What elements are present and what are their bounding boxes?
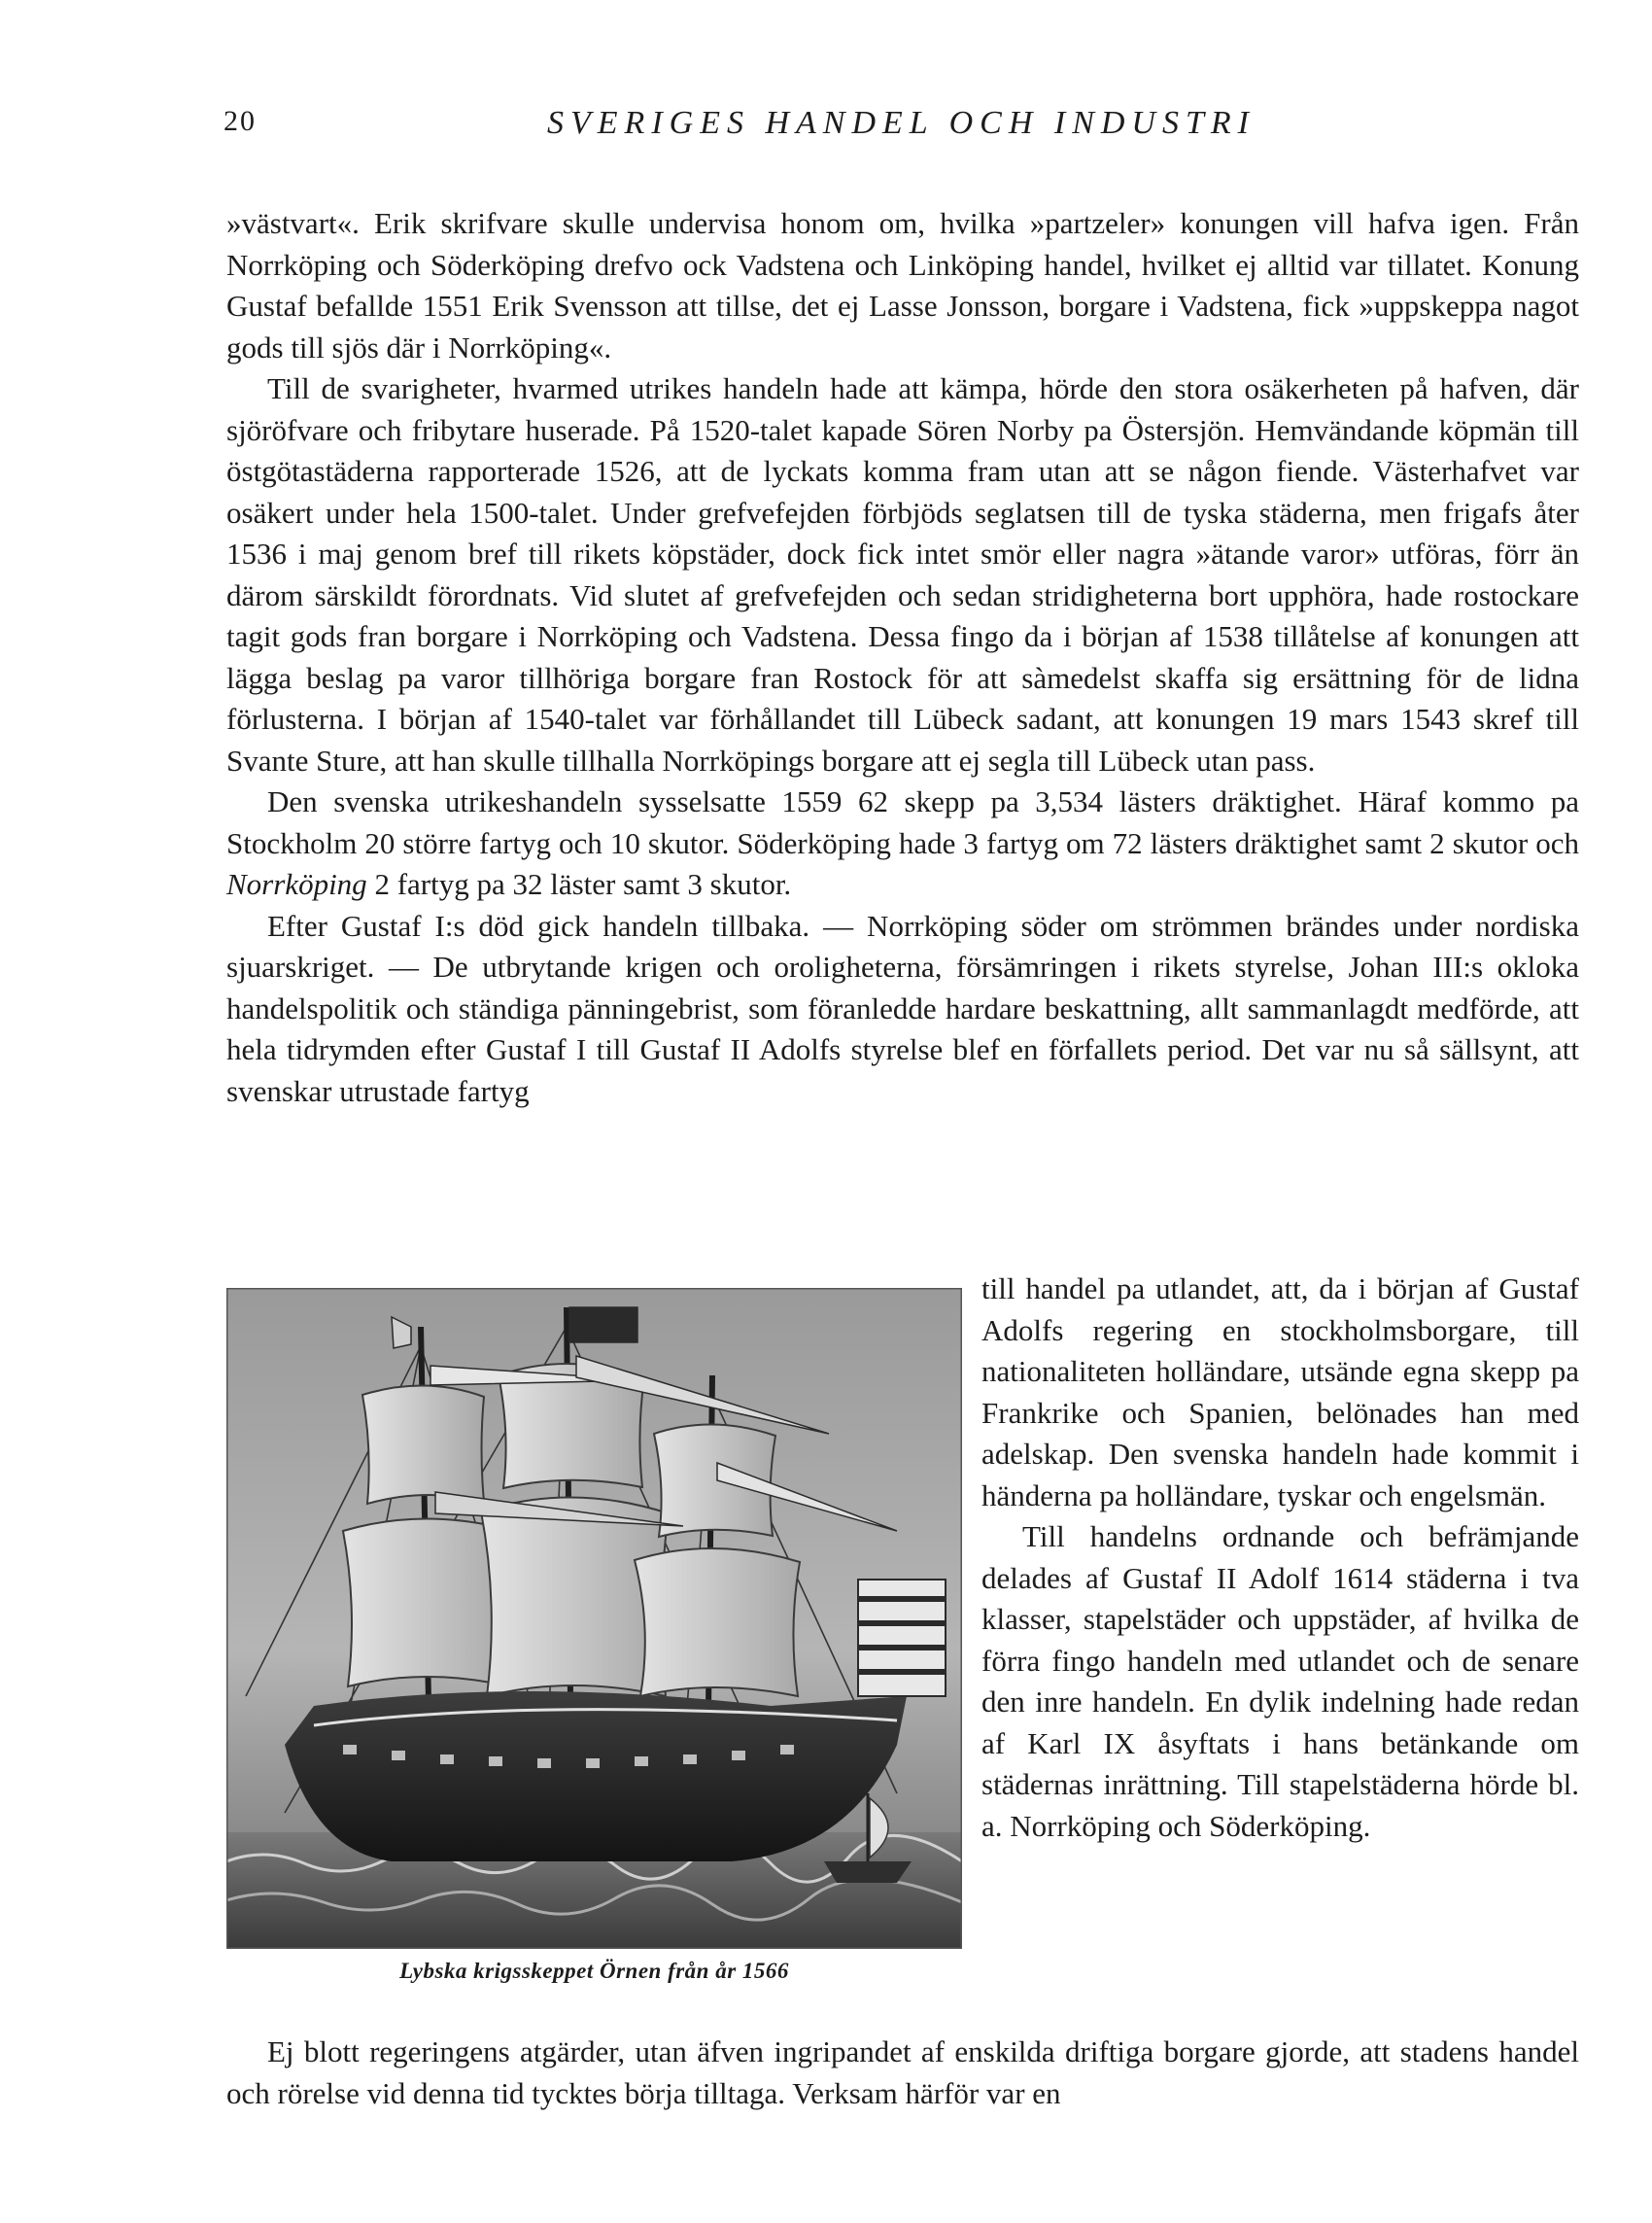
page-header [224, 105, 1579, 154]
paragraph-4-continued: till handel pa utlandet, att, da i början af Gustaf Adolfs regering en stockholmsborgare, till nationaliteten holländare, utsände egna skepp pa Frankrike och Spanien, belönades han med adelskap. Den svenska handeln hade kommit i händerna pa holländare, tyskar och engelsmän. [981, 1271, 1579, 1512]
ship-engraving [226, 1288, 962, 1949]
page-number: 20 [224, 105, 257, 137]
ship-illustration [226, 1288, 962, 1949]
paragraph-2: Till de svarigheter, hvarmed utrikes handeln hade att kämpa, hörde den stora osäkerheten på hafven, där sjöröfvare och fribytare huserade. På 1520-talet kapade Sören Norby pa Östersjön. Hemvändande köpmän till östgötastäderna rapporterade 1526, att de lyckats komma fram utan att se någon fiende. Västerhafvet var osäkert under hela 1500-talet. Under grefvefejden förbjöds seglatsen till de tyska städerna, men frigafs åter 1536 i maj genom bref till rikets köpstäder, dock fick intet smör eller nagra »ätande varor» utföras, förr än därom särskildt förordnats. Vid slutet af grefvefejden och sedan stridigheterna bort upphöra, hade rostockare tagit gods fran borgare i Norrköping och Vadstena. Dessa fingo da i början af 1538 tillåtelse af konungen att lägga beslag pa varor tillhöriga borgare fran Rostock för att sàmedelst skaffa sig ersättning för de lidna förlusterna. I början af 1540-talet var förhållandet till Lübeck sadant, att konungen 19 mars 1543 skref till Svante Sture, att han skulle tillhalla Norrköpings borgare att ej segla till Lübeck utan pass. [226, 371, 1579, 778]
paragraph-3 [226, 782, 1579, 906]
paragraph-4: Efter Gustaf I:s död gick handeln tillbaka. — Norrköping söder om strömmen brändes under nordiska sjuarskriget. — De utbrytande krigen och oroligheterna, försämringen i rikets styrelse, Johan III:s okloka handelspolitik och ständiga pänningebrist, som föranledde hardare beskattning, allt sammanlagdt medförde, att hela tidrymden efter Gustaf I till Gustaf II Adolfs styrelse blef en förfallets period. Det var nu så sällsynt, att svenskar utrustade fartyg [226, 908, 1579, 1108]
running-title: SVERIGES HANDEL OCH INDUSTRI [547, 105, 1256, 141]
stern-flag [858, 1580, 946, 1696]
paragraph-3-text-a: Den svenska utrikeshandeln sysselsatte 1559 62 skepp pa 3,534 lästers dräktighet. Häraf kommo pa Stockholm 20 större fartyg och 10 skutor. Söderköping hade 3 fartyg om 72 lästers dräktighet samt 2 skutor och [226, 784, 1579, 860]
body-text-right-column [981, 1268, 1579, 1847]
paragraph-3-italic-place: Norrköping [226, 867, 367, 901]
body-text-bottom [226, 2032, 1579, 2114]
paragraph-3-text-b: 2 fartyg pa 32 läster samt 3 skutor. [366, 867, 792, 901]
paragraph-1: »västvart«. Erik skrifvare skulle undervisa honom om, hvilka »partzeler» konungen vill hafva igen. Från Norrköping och Söderköping drefvo ock Vadstena och Linköping handel, hvilket ej alltid var tillatet. Konung Gustaf befallde 1551 Erik Svensson att tillse, det ej Lasse Jonsson, borgare i Vadstena, fick »uppskeppa nagot gods till sjös där i Norrköping«. [226, 206, 1579, 365]
paragraph-5: Till handelns ordnande och befrämjande delades af Gustaf II Adolf 1614 städerna i tva klasser, stapelstäder och uppstäder, af hvilka de förra fingo handeln med utlandet och de senare den inre handeln. En dylik indelning hade redan af Karl IX åsyftats i hans betänkande om städernas inrättning. Till stapelstäderna hörde bl. a. Norrköping och Söderköping. [981, 1519, 1579, 1843]
paragraph-6: Ej blott regeringens atgärder, utan äfven ingripandet af enskilda driftiga borgare gjorde, att stadens handel och rörelse vid denna tid tycktes börja tilltaga. Verksam härför var en [226, 2034, 1579, 2110]
body-text-top [226, 203, 1579, 1112]
figure-caption: Lybska krigsskeppet Örnen från år 1566 [399, 1959, 789, 1983]
